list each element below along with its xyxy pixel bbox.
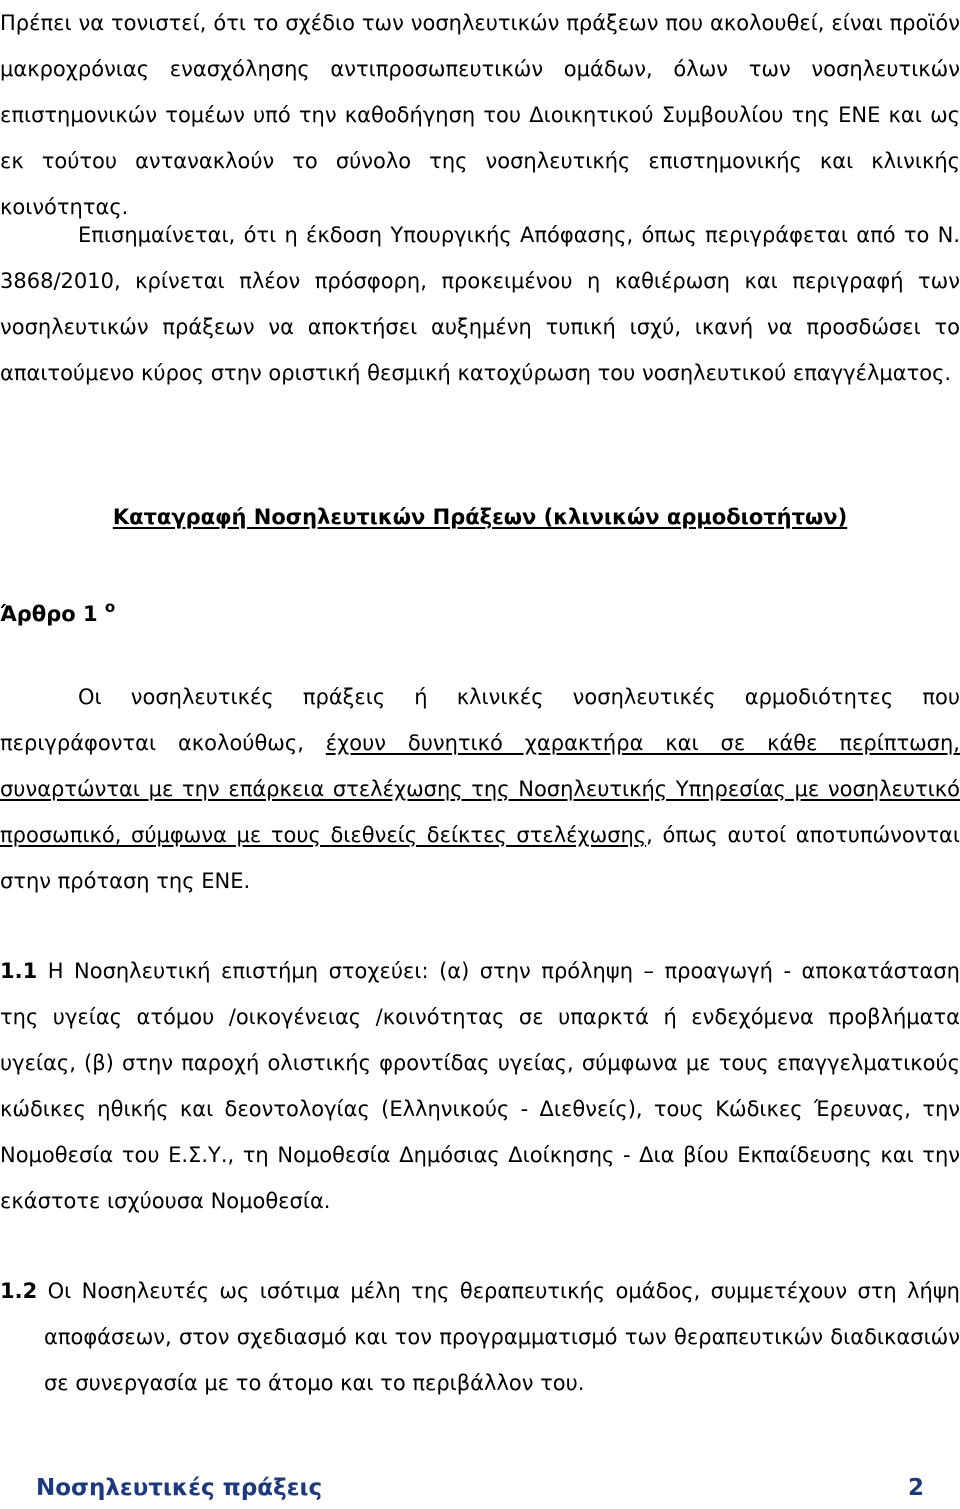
article-paragraph-underlined: έχουν δυνητικό χαρακτήρα και σε κάθε περίπτωση, συναρτώνται με την επάρκεια στελέχωσης της Νοσηλευτικής Υπηρεσίας με νοσηλευτικό προσωπικό, σύμφωνα με τους διεθνείς δείκτες στελέχωσης bbox=[0, 731, 960, 847]
article-ordinal: ο bbox=[104, 598, 116, 616]
article-heading bbox=[0, 584, 115, 637]
article-label: Άρθρο 1 bbox=[0, 602, 98, 626]
article-paragraph-start: Οι νοσηλευτικές πράξεις ή κλινικές νοσηλευτικές αρμοδιότητες που περιγράφονται ακολούθως, bbox=[0, 685, 960, 755]
section-title: Καταγραφή Νοσηλευτικών Πράξεων (κλινικών αρμοδιοτήτων) bbox=[112, 505, 848, 529]
section-1-1-number: 1.1 bbox=[0, 959, 38, 983]
ministerial-decision-paragraph: Επισημαίνεται, ότι η έκδοση Υπουργικής Απόφασης, όπως περιγράφεται από το Ν. 3868/2010, κρίνεται πλέον πρόσφορη, προκειμένου η καθιέρωση και περιγραφή των νοσηλευτικών πράξεων να αποκτήσει αυξημένη τυπική ισχύ, ικανή να προσδώσει το απαιτούμενο κύρος στην οριστική θεσμική κατοχύρωση του νοσηλευτικού επαγγέλματος. bbox=[0, 223, 960, 385]
footer-title: Νοσηλευτικές πράξεις bbox=[36, 1475, 323, 1501]
page-footer bbox=[36, 1470, 924, 1506]
article-paragraph bbox=[0, 674, 960, 904]
page-number: 2 bbox=[907, 1475, 924, 1501]
section-1-2-text: Οι Νοσηλευτές ως ισότιμα μέλη της θεραπευτικής ομάδος, συμμετέχουν στη λήψη αποφάσεων, στον σχεδιασμό και τον προγραμματισμό των θεραπευτικών διαδικασιών σε συνεργασία με το άτομο και το περιβάλλον του. bbox=[37, 1279, 960, 1395]
section-1-1 bbox=[0, 948, 960, 1224]
intro-paragraph: Πρέπει να τονιστεί, ότι το σχέδιο των νοσηλευτικών πράξεων που ακολουθεί, είναι προϊόν μακροχρόνιας ενασχόλησης αντιπροσωπευτικών ομάδων, όλων των νοσηλευτικών επιστημονικών τομέων υπό την καθοδήγηση του Διοικητικού Συμβουλίου της ΕΝΕ και ως εκ τούτου αντανακλούν το σύνολο της νοσηλευτικής επιστημονικής και κλινικής κοινότητας. bbox=[0, 11, 960, 219]
section-1-2-number: 1.2 bbox=[0, 1279, 38, 1303]
section-1-1-text: Η Νοσηλευτική επιστήμη στοχεύει: (α) στην πρόληψη – προαγωγή - αποκατάσταση της υγείας ατόμου /οικογένειας /κοινότητας σε υπαρκτά ή ενδεχόμενα προβλήματα υγείας, (β) στην παροχή ολιστικής φροντίδας υγείας, σύμφωνα με τους επαγγελματικούς κώδικες ηθικής και δεοντολογίας (Ελληνικούς - Διεθνείς), τους Κώδικες Έρευνας, την Νομοθεσία του Ε.Σ.Υ., τη Νομοθεσία Δημόσιας Διοίκησης - Δια βίου Εκπαίδευσης και την εκάστοτε ισχύουσα Νομοθεσία. bbox=[0, 959, 960, 1213]
article-paragraph-end: , όπως αυτοί αποτυπώνονται στην πρόταση της ΕΝΕ. bbox=[0, 823, 960, 893]
section-1-2 bbox=[0, 1268, 960, 1406]
